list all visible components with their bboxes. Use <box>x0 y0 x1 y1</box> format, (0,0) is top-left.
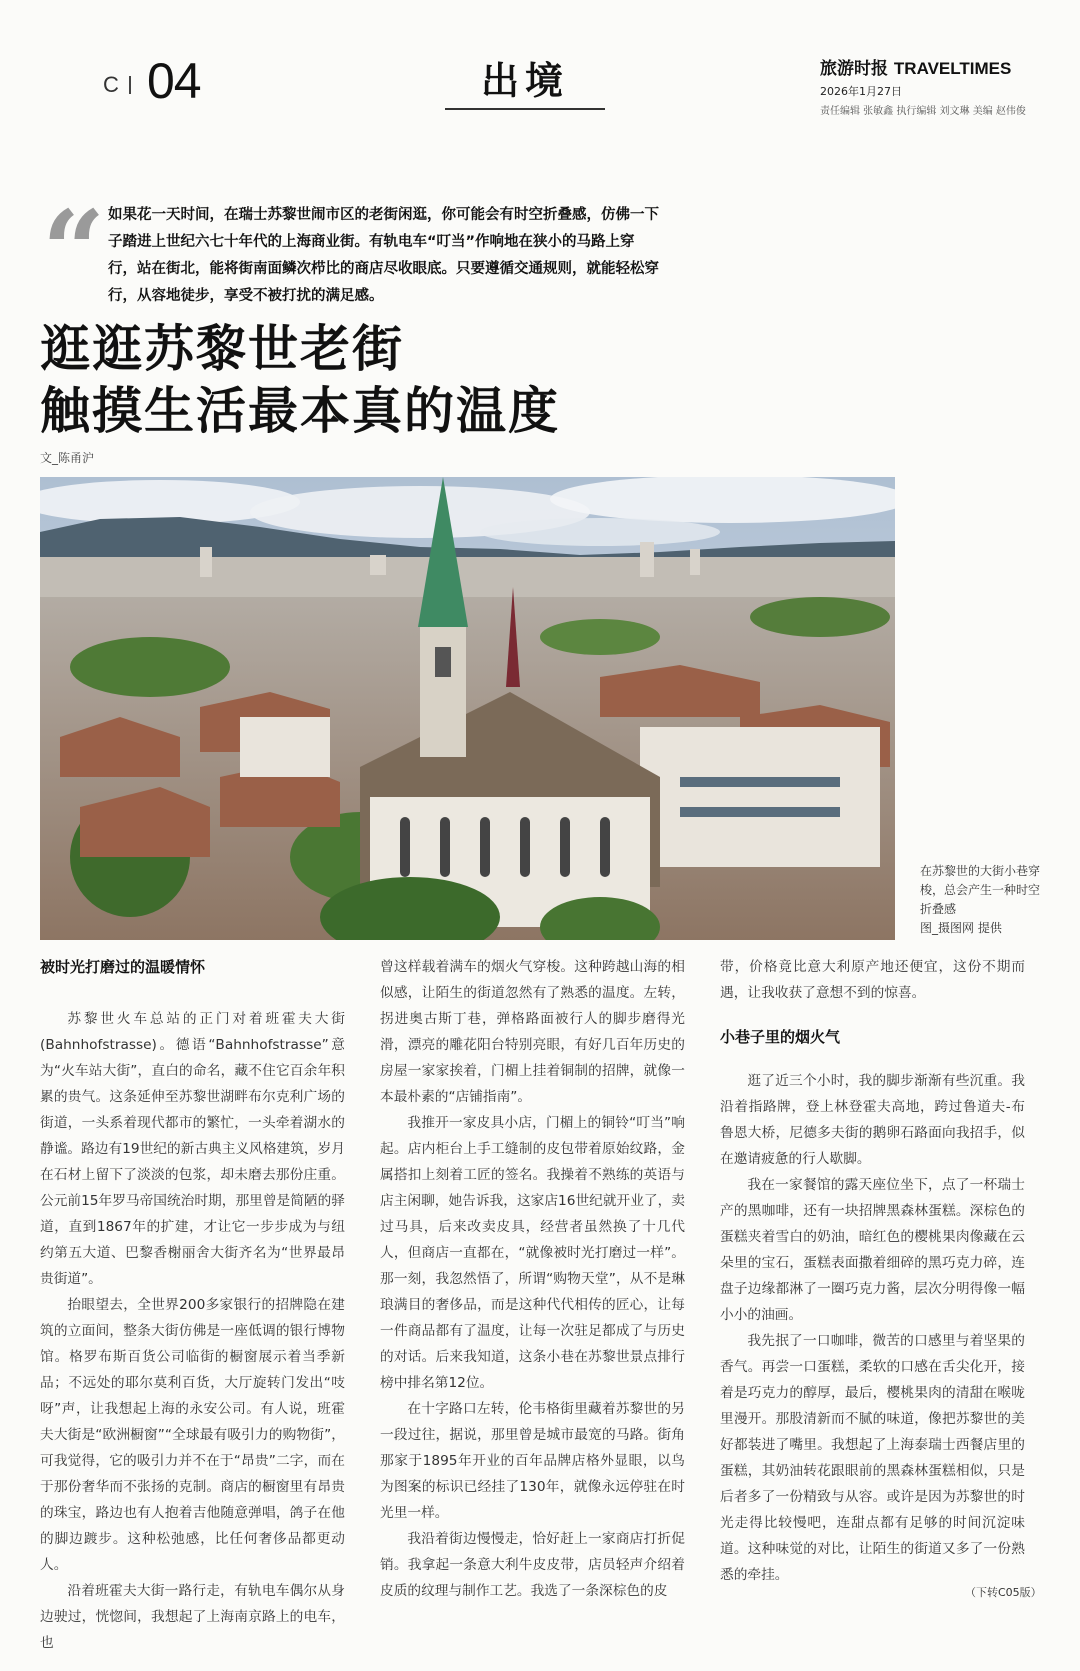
page-divider <box>129 76 131 94</box>
paragraph: 苏黎世火车总站的正门对着班霍夫大街(Bahnhofstrasse)。德语“Bahnhofstrasse”意为“火车站大街”，直白的命名，藏不住它百余年积累的贵气。这条延伸至苏黎世湖畔布尔克利广场的街道，一头系着现代都市的繁忙，一头牵着湖水的静谧。路边有19世纪的新古典主义风格建筑，岁月在石材上留下了淡淡的包浆，却未磨去那份庄重。公元前15年罗马帝国统治时期，那里曾是简陋的驿道，直到1867年的扩建，才让它一步步成为与纽约第五大道、巴黎香榭丽舍大街齐名为“世界最昂贵街道”。 <box>40 1011 345 1287</box>
column-2 <box>380 954 685 1604</box>
paragraph: 抬眼望去，全世界200多家银行的招牌隐在建筑的立面间，整条大街仿佛是一座低调的银行博物馆。格罗布斯百货公司临街的橱窗展示着当季新品；不远处的耶尔莫利百货，大厅旋转门发出“吱呀”声，让我想起上海的永安公司。有人说，班霍夫大街是“欧洲橱窗”“全球最有吸引力的购物街”，可我觉得，它的吸引力并不在于“昂贵”二字，而在于那份奢华而不张扬的克制。商店的橱窗里有昂贵的珠宝，路边也有人抱着吉他随意弹唱，鸽子在他的脚边踱步。这种松弛感，比任何奢侈品都更动人。 <box>40 1297 345 1573</box>
paragraph: 我推开一家皮具小店，门楣上的铜铃“叮当”响起。店内柜台上手工缝制的皮包带着原始纹路，金属搭扣上刻着工匠的签名。我操着不熟练的英语与店主闲聊，她告诉我，这家店16世纪就开业了，卖过马具，后来改卖皮具，经营者虽然换了十几代人，但商店一直都在，“就像被时光打磨过一样”。那一刻，我忽然悟了，所谓“购物天堂”，从不是琳琅满目的奢侈品，而是这种代代相传的匠心，让每一件商品都有了温度，让每一次驻足都成了与历史的对话。后来我知道，这条小巷在苏黎世景点排行榜中排名第12位。 <box>380 1115 685 1391</box>
headline-line-1: 逛逛苏黎世老街 <box>40 319 404 378</box>
lead-paragraph: 如果花一天时间，在瑞士苏黎世闹市区的老街闲逛，你可能会有时空折叠感，仿佛一下子踏进上世纪六七十年代的上海商业街。有轨电车“叮当”作响地在狭小的马路上穿行，站在街北，能将街南面鳞次栉比的商店尽收眼底。只要遵循交通规则，就能轻松穿行，从容地徒步，享受不被打扰的满足感。 <box>108 207 659 304</box>
brand-en: TRAVELTIMES <box>893 59 1012 78</box>
paragraph: 曾这样载着满车的烟火气穿梭。这种跨越山海的相似感，让陌生的街道忽然有了熟悉的温度。左转，拐进奥古斯丁巷，弹格路面被行人的脚步磨得光滑，漂亮的雕花阳台特别亮眼，有好几百年历史的房屋一家家挨着，门楣上挂着铜制的招牌，就像一本最朴素的“店铺指南”。 <box>380 959 685 1105</box>
page-letter: C <box>103 72 119 97</box>
headline-line-2: 触摸生活最本真的温度 <box>40 381 560 440</box>
paragraph: 逛了近三个小时，我的脚步渐渐有些沉重。我沿着指路牌，登上林登霍夫高地，跨过鲁道夫-布鲁恩大桥，尼德多夫街的鹅卵石路面向我招手，似在邀请疲惫的行人歇脚。 <box>720 1073 1025 1167</box>
city-panorama-illustration <box>40 477 895 940</box>
section-underline <box>445 108 605 110</box>
masthead <box>820 54 1040 117</box>
quote-mark-icon: “ <box>42 186 106 315</box>
masthead-brand <box>820 54 1040 79</box>
city-photo <box>40 477 895 940</box>
paragraph: 沿着班霍夫大街一路行走，有轨电车偶尔从身边驶过，恍惚间，我想起了上海南京路上的电车，也 <box>40 1583 345 1651</box>
brand-cn: 旅游时报 <box>820 59 888 79</box>
editor-credits: 责任编辑 张敏鑫 执行编辑 刘文琳 美编 赵伟俊 <box>820 106 1026 117</box>
headline <box>40 318 840 442</box>
column-3 <box>720 954 1025 1588</box>
section-title: 出境 <box>480 59 569 103</box>
page-number: 04 <box>147 53 201 109</box>
paragraph: 我先抿了一口咖啡，微苦的口感里与着坚果的香气。再尝一口蛋糕，柔软的口感在舌尖化开，接着是巧克力的醇厚，最后，樱桃果肉的清甜在喉咙里漫开。那股清新而不腻的味道，像把苏黎世的美好都装进了嘴里。我想起了上海泰瑞士西餐店里的蛋糕，其奶油转花跟眼前的黑森林蛋糕相似，只是后者多了一份精致与从容。或许是因为苏黎世的时光走得比较慢吧，连甜点都有足够的时间沉淀味道。这种味觉的对比，让陌生的街道又多了一份熟悉的牵挂。 <box>720 1333 1025 1583</box>
issue-date: 2026年1月27日 <box>820 85 902 98</box>
subheading-2: 小巷子里的烟火气 <box>720 1028 841 1046</box>
paragraph: 我沿着街边慢慢走，恰好赶上一家商店打折促销。我拿起一条意大利牛皮皮带，店员轻声介绍着皮质的纹理与制作工艺。我选了一条深棕色的皮 <box>380 1531 685 1599</box>
continued-note: （下转C05版） <box>965 1586 1042 1599</box>
paragraph: 带，价格竟比意大利原产地还便宜，这份不期而遇，让我收获了意想不到的惊喜。 <box>720 959 1025 1001</box>
byline: 文_陈甬沪 <box>40 451 95 465</box>
column-1 <box>40 954 345 1656</box>
photo-caption: 在苏黎世的大街小巷穿梭，总会产生一种时空折叠感 图_摄图网 提供 <box>920 864 1041 935</box>
paragraph: 我在一家餐馆的露天座位坐下，点了一杯瑞士产的黑咖啡，还有一块招牌黑森林蛋糕。深棕色的蛋糕夹着雪白的奶油，暗红色的樱桃果肉像藏在云朵里的宝石，蛋糕表面撒着细碎的黑巧克力碎，连盘子边缘都淋了一圈巧克力酱，层次分明得像一幅小小的油画。 <box>720 1177 1025 1323</box>
subheading-1: 被时光打磨过的温暖情怀 <box>40 958 206 976</box>
paragraph: 在十字路口左转，伦韦格街里藏着苏黎世的另一段过往，据说，那里曾是城市最宽的马路。街角那家于1895年开业的百年品牌店格外显眼，以鸟为图案的标识已经挂了130年，就像永远停驻在时光里一样。 <box>380 1401 685 1521</box>
